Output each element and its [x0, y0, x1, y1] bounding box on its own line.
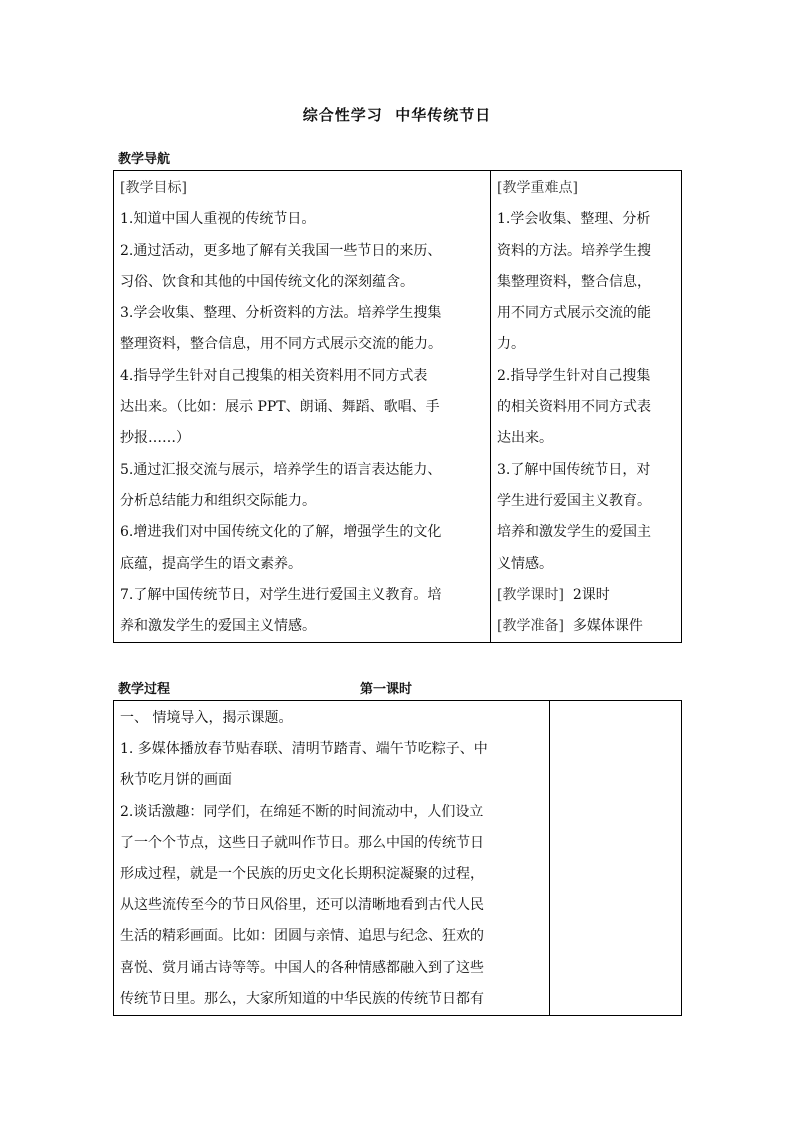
key-point-line: 资料的方法。培养学生搜 — [497, 242, 651, 259]
class-hours-row — [497, 580, 675, 611]
key-point-line: 3.了解中国传统节日，对 — [497, 461, 651, 478]
key-point-line: 1.学会收集、整理、分析 — [497, 211, 651, 228]
process-line: 一、 情境导入，揭示课题。 — [120, 710, 293, 726]
process-line: 2.谈话激趣：同学们，在绵延不断的时间流动中，人们设立 — [120, 803, 484, 820]
teaching-goal-line: 1.知道中国人重视的传统节日。 — [120, 211, 316, 228]
teaching-goal-line: 养和激发学生的爱国主义情感。 — [120, 618, 316, 635]
class-hours-value: 2课时 — [572, 586, 610, 603]
teaching-goal-line: 达出来。（比如：展示 PPT、朗诵、舞蹈、歌唱、手 — [120, 399, 440, 416]
key-point-line: 学生进行爱国主义教育。 — [497, 492, 651, 509]
key-point-line: 的相关资料用不同方式表 — [497, 399, 651, 416]
process-line: 了一个个节点，这些日子就叫作节日。那么中国的传统节日 — [120, 834, 484, 851]
key-point-line: 达出来。 — [497, 430, 553, 447]
teaching-goal-line: 5.通过汇报交流与展示，培养学生的语言表达能力、 — [120, 461, 442, 478]
process-line: 形成过程，就是一个民族的历史文化长期积淀凝聚的过程， — [120, 866, 484, 883]
teaching-goal-line: 2.通过活动，更多地了解有关我国一些节日的来历、 — [120, 242, 442, 259]
class-hours-label: [教学课时] — [497, 586, 564, 603]
teaching-guide-table — [113, 170, 682, 643]
lesson-heading: 第一课时 — [360, 682, 413, 697]
process-line: 秋节吃月饼的画面 — [120, 772, 232, 789]
teaching-goal-line: 6.增进我们对中国传统文化的了解，增强学生的文化 — [120, 524, 442, 541]
teaching-goal-line: 分析总结能力和组织交际能力。 — [120, 492, 316, 509]
process-line: 1. 多媒体播放春节贴春联、清明节踏青、端午节吃粽子、中 — [120, 741, 488, 758]
process-line: 喜悦、赏月诵古诗等等。中国人的各种情感都融入到了这些 — [120, 959, 484, 976]
teaching-goal-line: 4.指导学生针对自己搜集的相关资料用不同方式表 — [120, 367, 428, 384]
section-heading-teaching-guide: 教学导航 — [118, 152, 171, 167]
key-point-line: 2.指导学生针对自己搜集 — [497, 367, 651, 384]
key-points-label: [教学重难点] — [497, 180, 578, 196]
teaching-goals-list — [120, 204, 484, 642]
key-points-list — [497, 204, 675, 580]
key-point-line: 义情感。 — [497, 555, 553, 572]
key-points-cell — [491, 171, 682, 643]
teaching-goal-line: 3.学会收集、整理、分析资料的方法。培养学生搜集 — [120, 305, 442, 322]
process-content — [120, 703, 543, 1015]
section-heading-teaching-process: 教学过程 — [118, 682, 171, 697]
teaching-goal-line: 抄报……） — [120, 430, 190, 447]
teaching-goals-label: [教学目标] — [120, 180, 187, 196]
process-line: 从这些流传至今的节日风俗里，还可以清晰地看到古代人民 — [120, 897, 484, 914]
process-line: 生活的精彩画面。比如：团圆与亲情、追思与纪念、狂欢的 — [120, 928, 484, 945]
key-point-line: 用不同方式展示交流的能 — [497, 305, 651, 322]
preparation-row — [497, 611, 675, 642]
process-notes-cell — [550, 701, 682, 1016]
teaching-goal-line: 整理资料，整合信息，用不同方式展示交流的能力。 — [120, 336, 442, 353]
key-point-line: 集整理资料，整合信息， — [497, 273, 651, 290]
teaching-goal-line: 7.了解中国传统节日，对学生进行爱国主义教育。培 — [120, 586, 442, 603]
key-point-line: 力。 — [497, 336, 525, 353]
teaching-goal-line: 习俗、饮食和其他的中国传统文化的深刻蕴含。 — [120, 273, 414, 290]
key-point-line: 培养和激发学生的爱国主 — [497, 524, 651, 541]
preparation-label: [教学准备] — [497, 618, 564, 635]
process-line: 传统节日里。那么，大家所知道的中华民族的传统节日都有 — [120, 990, 484, 1007]
preparation-value: 多媒体课件 — [572, 618, 643, 635]
teaching-goals-cell — [114, 171, 491, 643]
teaching-goal-line: 底蕴，提高学生的语文素养。 — [120, 555, 302, 572]
document-title: 综合性学习 中华传统节日 — [302, 106, 492, 124]
teaching-process-table — [113, 700, 682, 1016]
process-content-cell — [114, 701, 550, 1016]
